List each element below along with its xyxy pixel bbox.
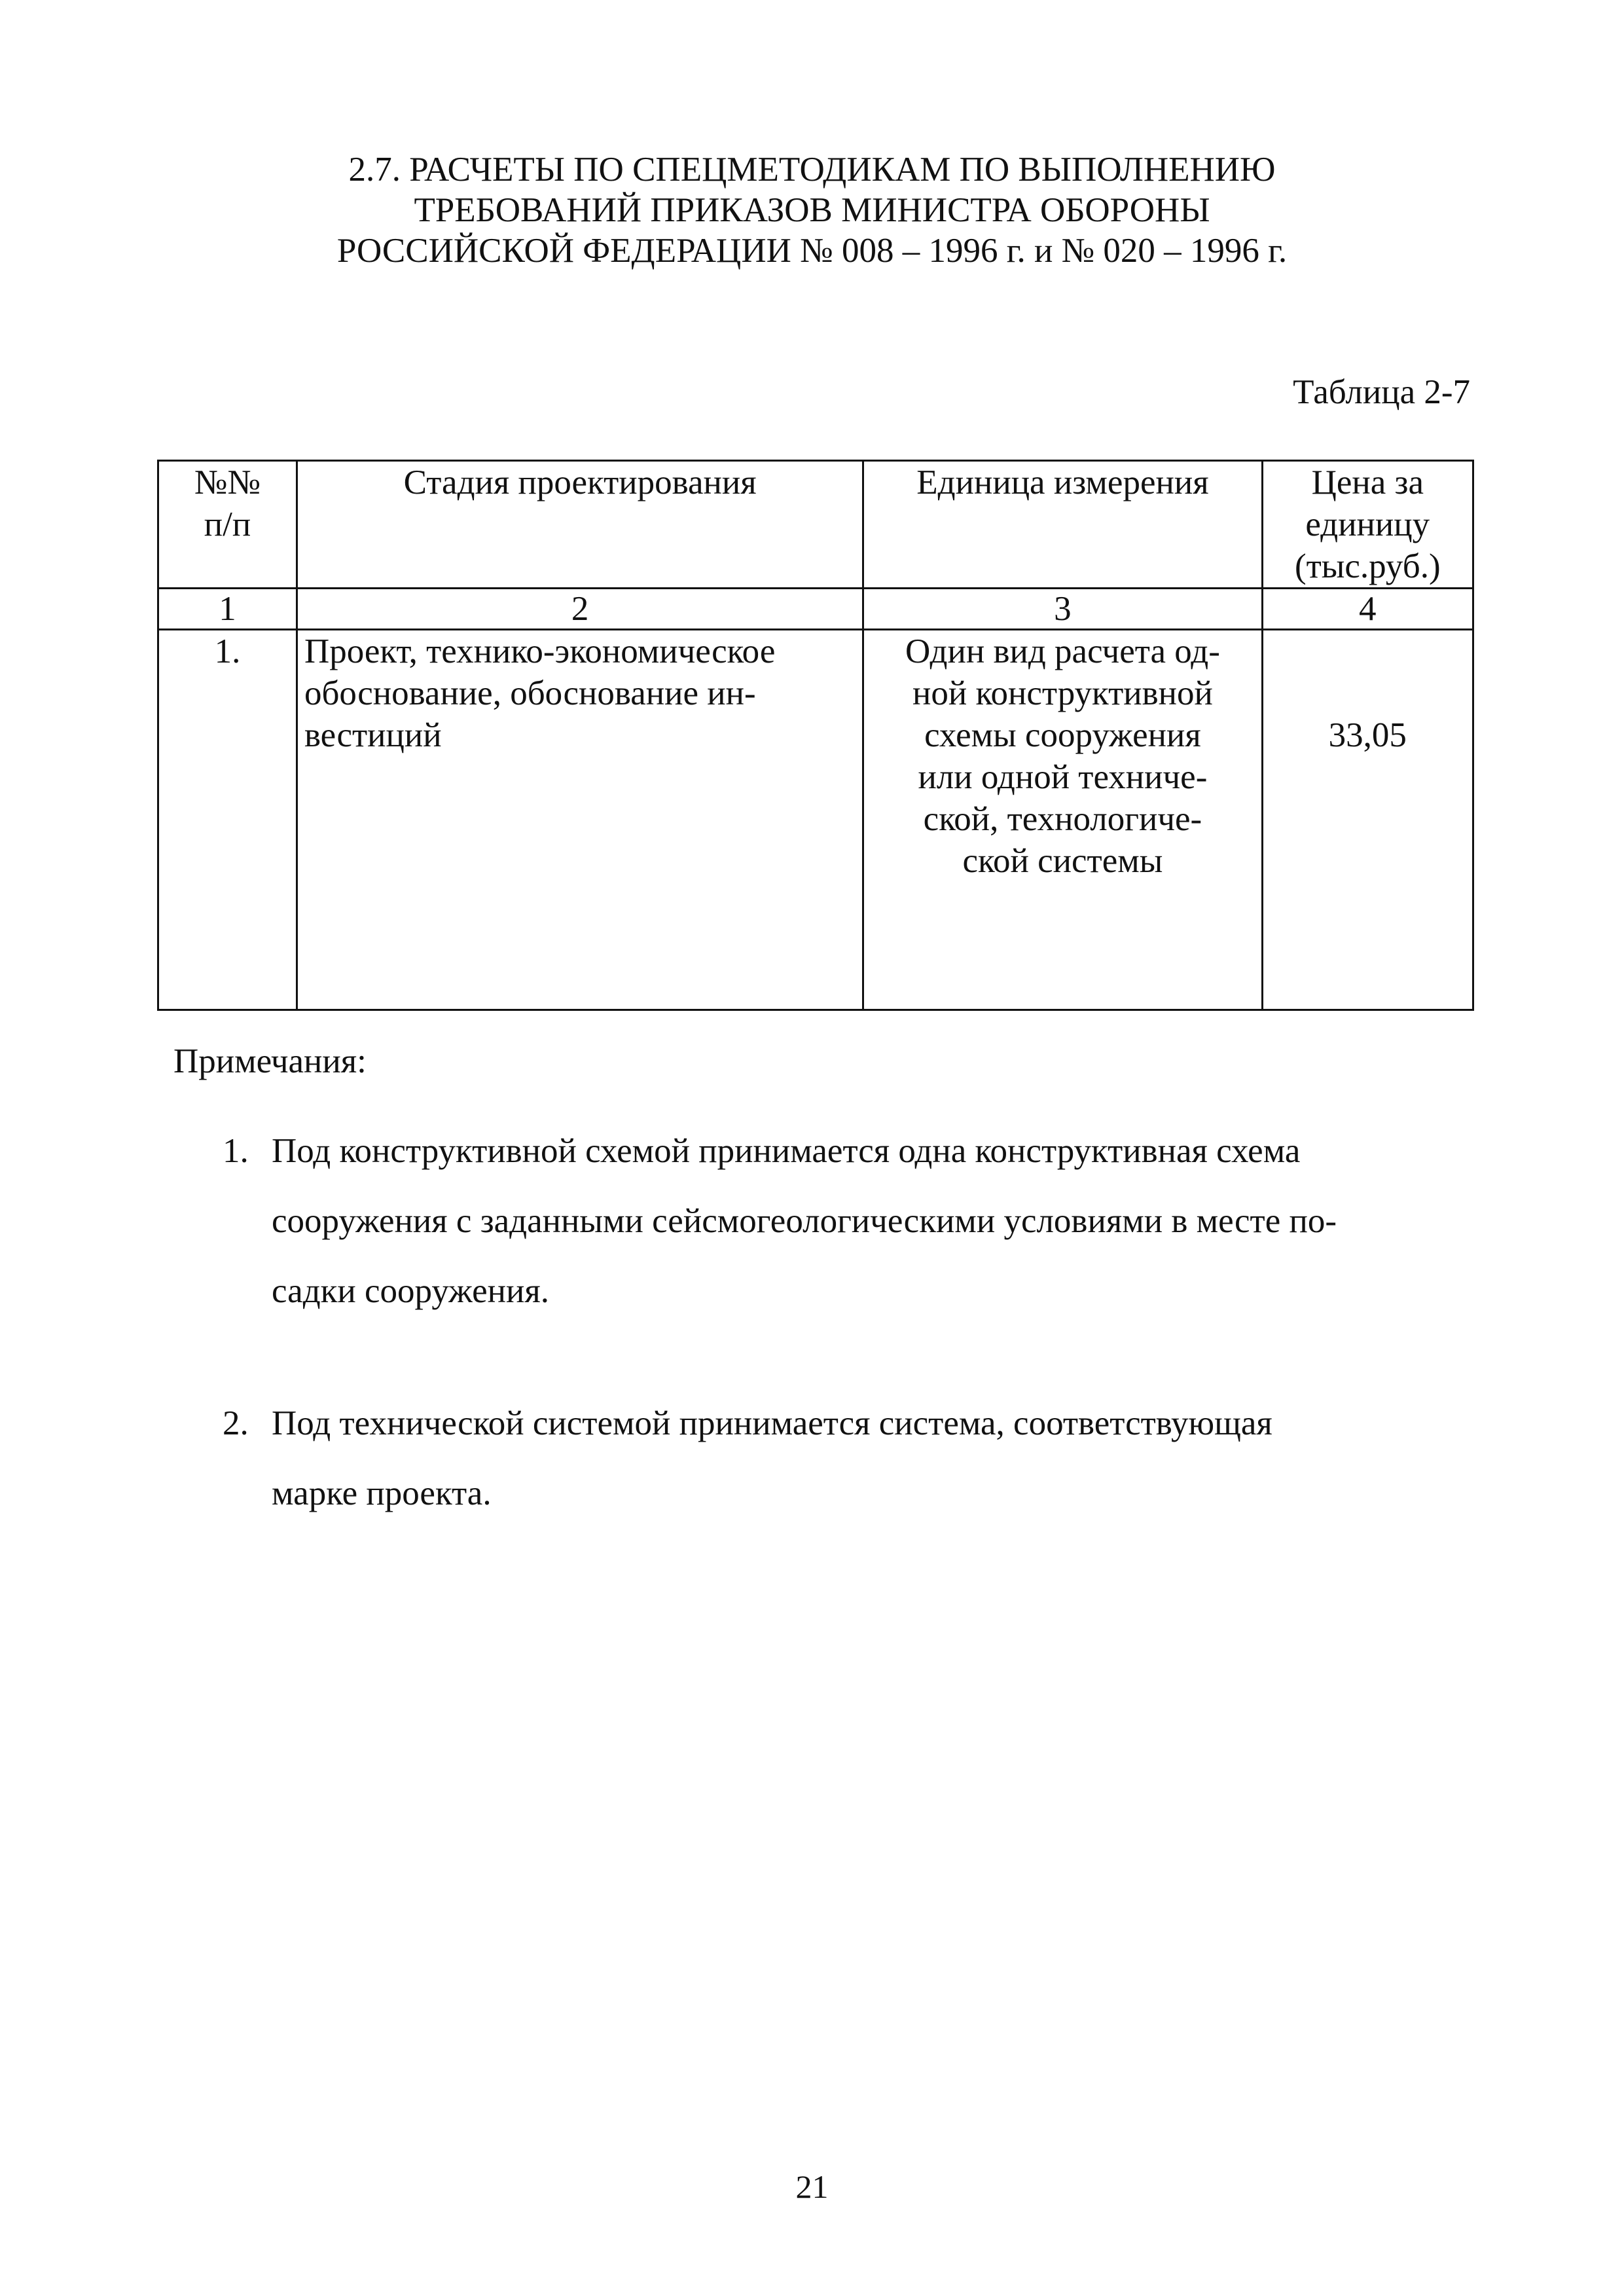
heading-line: РОССИЙСКОЙ ФЕДЕРАЦИИ № 008 – 1996 г. и № 020 – 1996 г.: [336, 232, 1288, 270]
note-number: 2.: [223, 1404, 249, 1442]
heading-line: 2.7. РАСЧЕТЫ ПО СПЕЦМЕТОДИКАМ ПО ВЫПОЛНЕНИЮ: [348, 151, 1276, 189]
notes-title: Примечания:: [173, 1042, 367, 1080]
column-number: 2: [297, 589, 863, 630]
row-price: 33,05: [1262, 630, 1473, 1010]
column-number: 3: [863, 589, 1262, 630]
page-number: 21: [795, 2168, 829, 2205]
column-number: 4: [1262, 589, 1473, 630]
note-item: [223, 1389, 1440, 1529]
column-number: 1: [158, 589, 297, 630]
header-unit: Единица измерения: [863, 461, 1262, 589]
row-number: 1.: [158, 630, 297, 1010]
note-item: [223, 1116, 1440, 1326]
table-header-row: [158, 461, 1473, 589]
heading-line: ТРЕБОВАНИЙ ПРИКАЗОВ МИНИСТРА ОБОРОНЫ: [414, 191, 1210, 229]
header-number: №№ п/п: [158, 461, 297, 589]
table-row: [158, 630, 1473, 1010]
pricing-table: [157, 460, 1474, 1011]
table-caption: Таблица 2-7: [1293, 373, 1470, 411]
column-number-row: [158, 589, 1473, 630]
note-text: Под конструктивной схемой принимается одна конструктивная схема сооружения с заданными сейсмогеологическими условиями в месте по- садки сооружения.: [272, 1132, 1337, 1310]
header-price: Цена за единицу (тыс.руб.): [1262, 461, 1473, 589]
header-stage: Стадия проектирования: [297, 461, 863, 589]
note-number: 1.: [223, 1132, 249, 1170]
row-unit: Один вид расчета од- ной конструктивной схемы сооружения или одной техниче- ской, технологиче- ской системы: [863, 630, 1262, 1010]
note-text: Под технической системой принимается система, соответствующая марке проекта.: [272, 1404, 1272, 1512]
section-heading: [0, 149, 1624, 271]
row-stage: Проект, технико-экономическое обоснование, обоснование ин- вестиций: [297, 630, 863, 1010]
